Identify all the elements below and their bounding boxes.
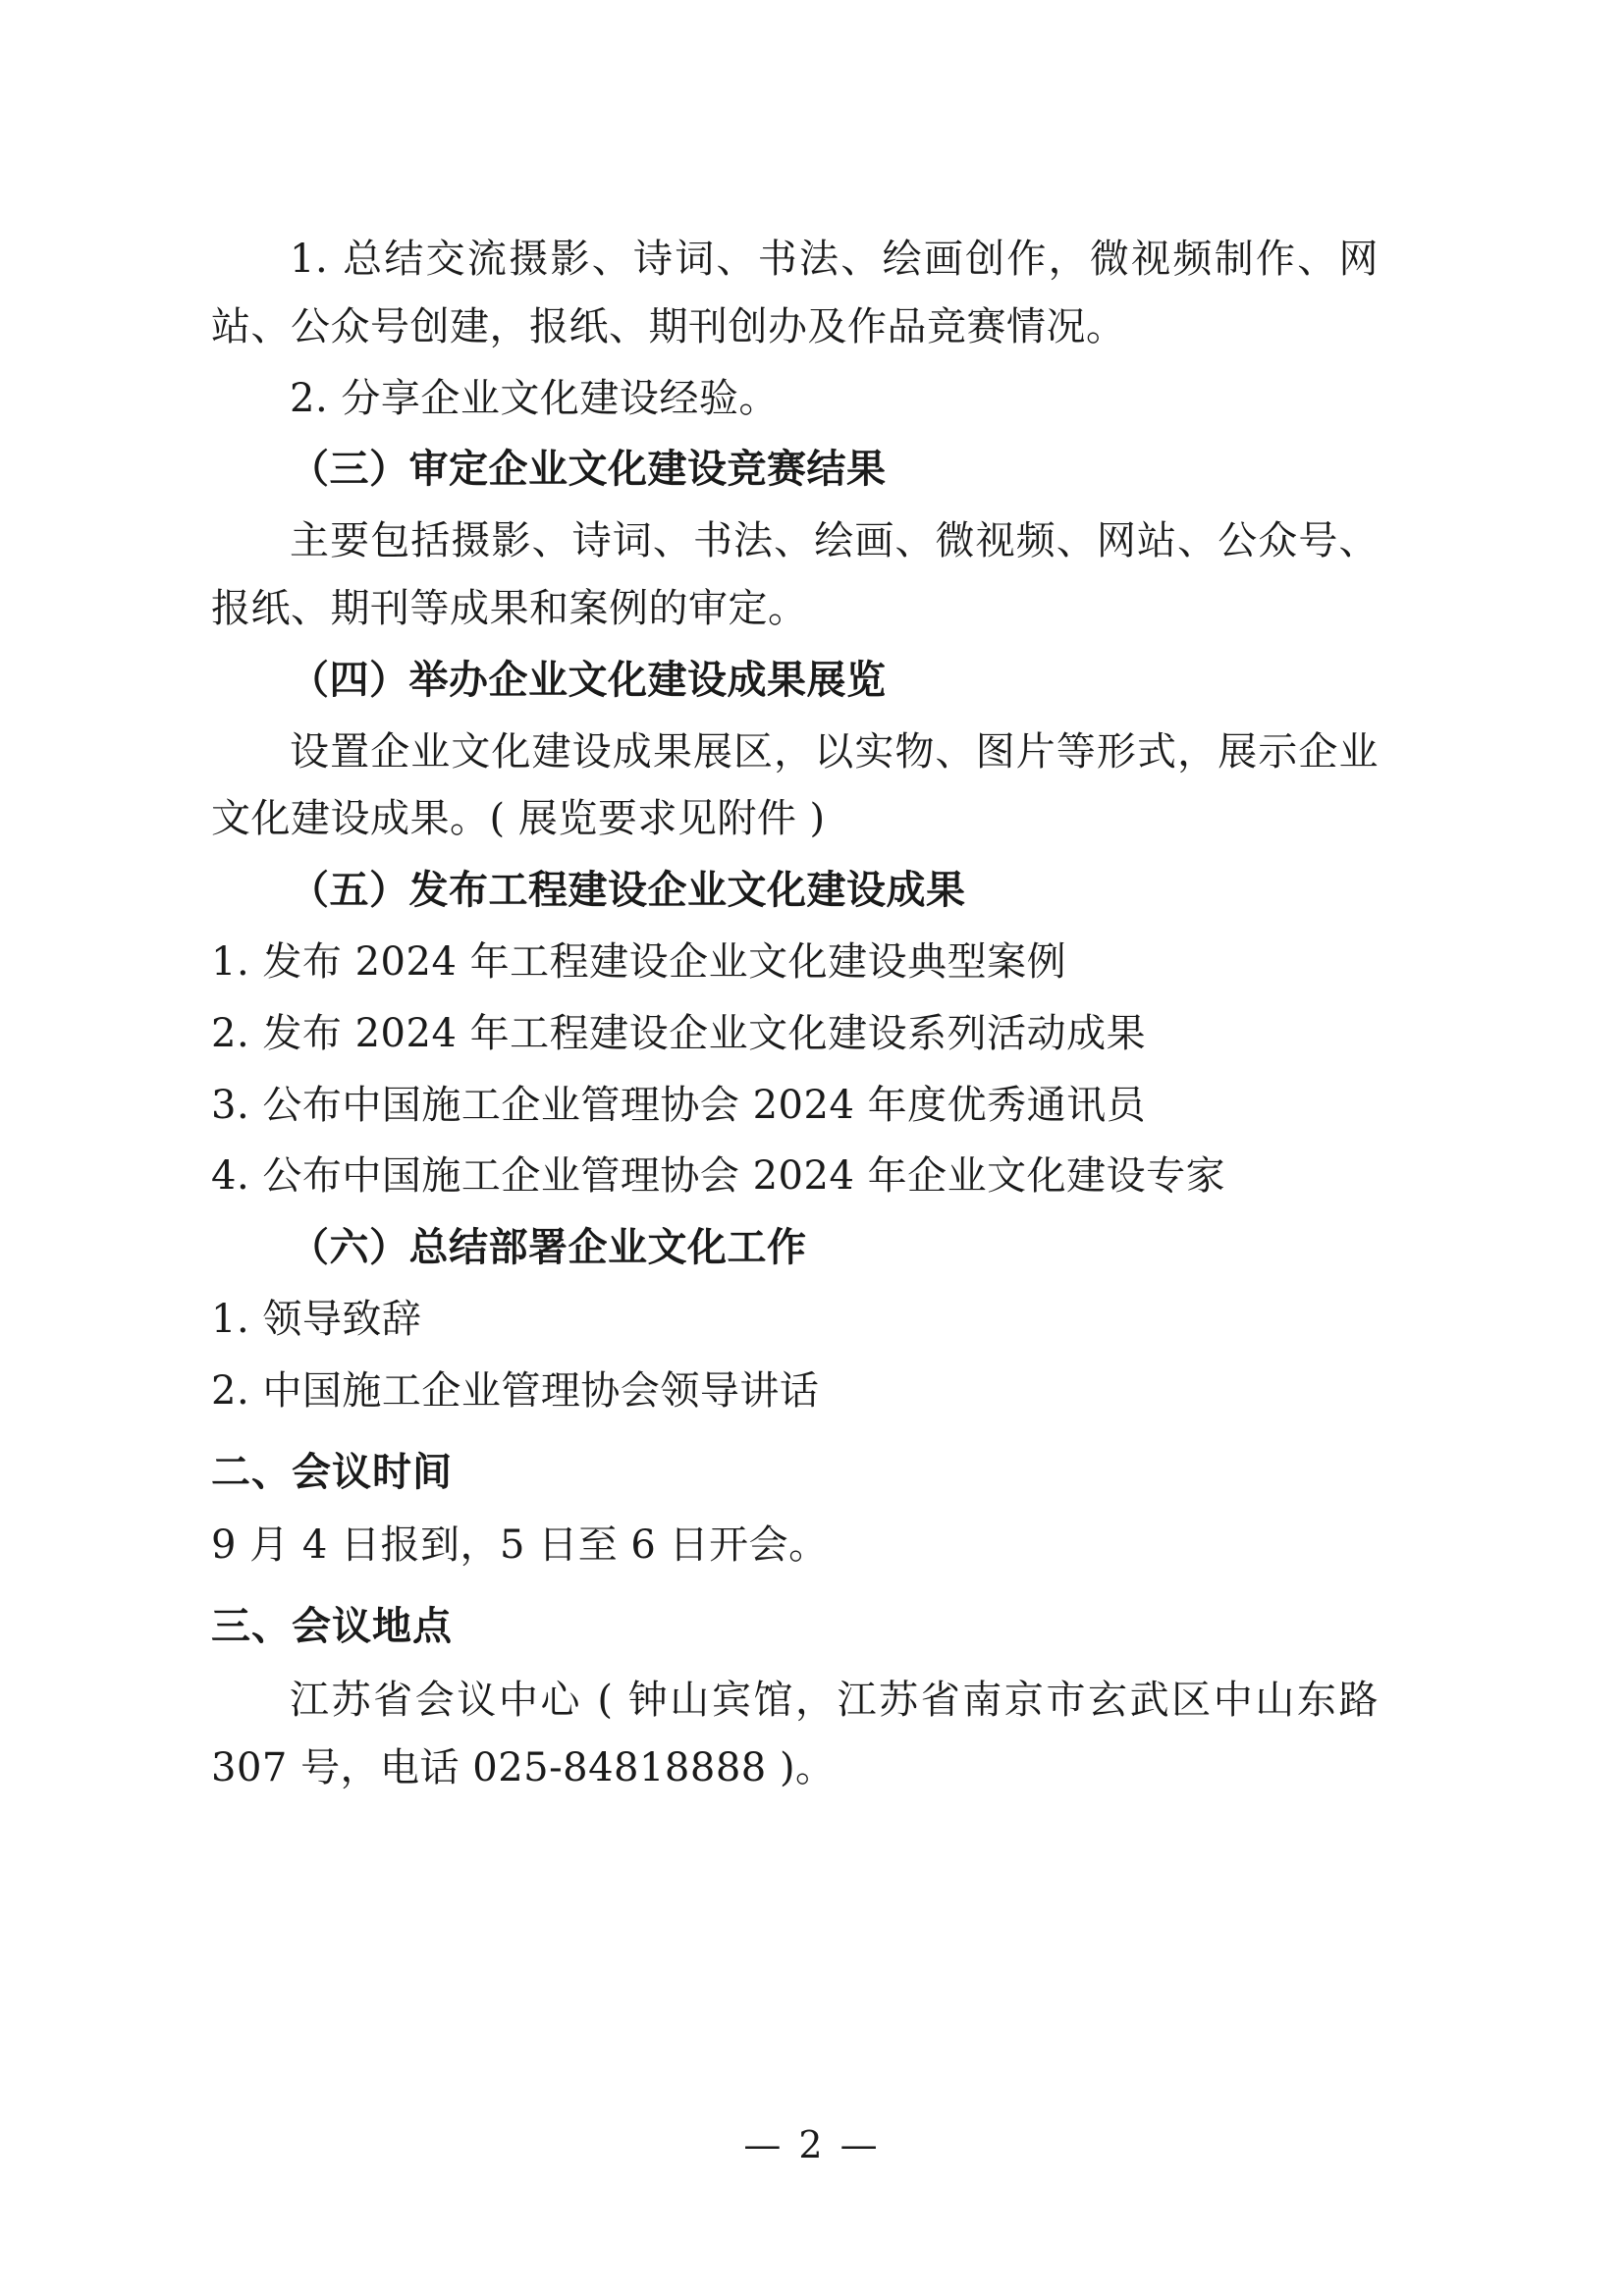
- paragraph-meeting-time: 9 月 4 日报到，5 日至 6 日开会。: [211, 1522, 829, 1569]
- list-item-six-1: 1. 领导致辞: [211, 1296, 422, 1342]
- paragraph-section-four-body: 设置企业文化建设成果展区，以实物、图片等形式，展示企业文化建设成果。( 展览要求见附件 ): [211, 728, 1379, 842]
- heading-section-five: （五）发布工程建设企业文化建设成果: [290, 867, 966, 914]
- list-item-six-2: 2. 中国施工企业管理协会领导讲话: [211, 1367, 820, 1414]
- paragraph-meeting-location: 江苏省会议中心 ( 钟山宾馆，江苏省南京市玄武区中山东路 307 号，电话 025-84818888 )。: [211, 1677, 1379, 1790]
- list-item-five-1: 1. 发布 2024 年工程建设企业文化建设典型案例: [211, 938, 1067, 985]
- heading-meeting-time: 二、会议时间: [211, 1448, 453, 1495]
- paragraph-agenda-item-2: 2. 分享企业文化建设经验。: [290, 375, 779, 421]
- heading-section-three: （三）审定企业文化建设竞赛结果: [290, 446, 887, 493]
- heading-section-six: （六）总结部署企业文化工作: [290, 1224, 807, 1271]
- list-item-five-2: 2. 发布 2024 年工程建设企业文化建设系列活动成果: [211, 1010, 1147, 1056]
- list-item-five-4: 4. 公布中国施工企业管理协会 2024 年企业文化建设专家: [211, 1153, 1226, 1200]
- page-number: — 2 —: [743, 2123, 881, 2166]
- paragraph-section-three-body: 主要包括摄影、诗词、书法、绘画、微视频、网站、公众号、报纸、期刊等成果和案例的审定。: [211, 518, 1379, 631]
- paragraph-agenda-item-1: 1. 总结交流摄影、诗词、书法、绘画创作，微视频制作、网站、公众号创建，报纸、期刊创办及作品竞赛情况。: [211, 237, 1379, 349]
- document-body: [211, 226, 1379, 1802]
- heading-section-four: （四）举办企业文化建设成果展览: [290, 656, 887, 703]
- heading-meeting-location: 三、会议地点: [211, 1603, 453, 1650]
- list-item-five-3: 3. 公布中国施工企业管理协会 2024 年度优秀通讯员: [211, 1082, 1147, 1128]
